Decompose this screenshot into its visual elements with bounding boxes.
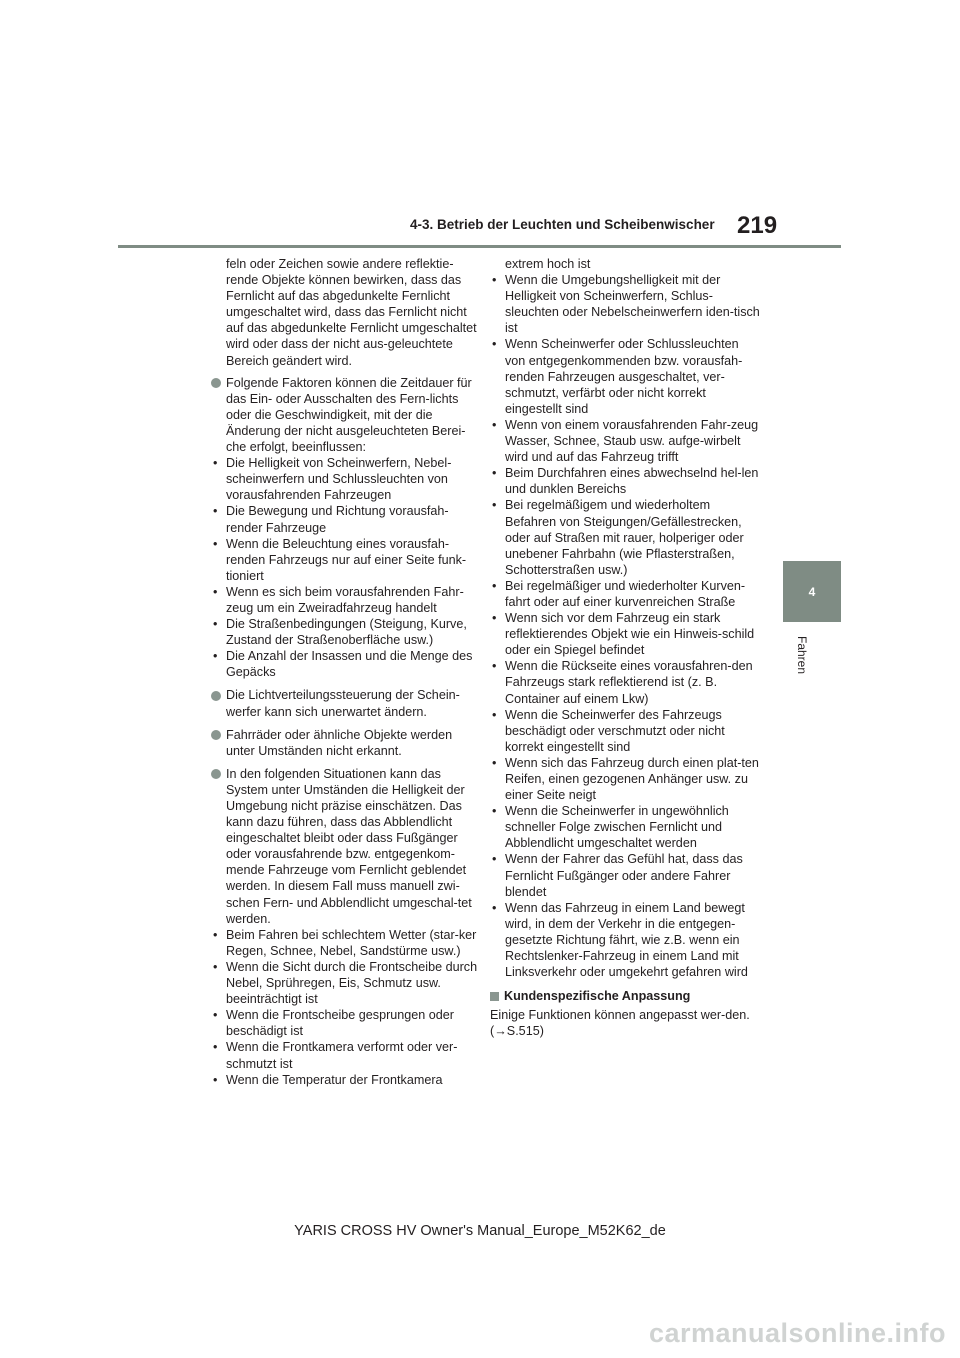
list-item: • Beim Fahren bei schlechtem Wetter (star-ker Regen, Schnee, Nebel, Sandstürme usw.) xyxy=(213,927,477,958)
list-item: • Die Helligkeit von Scheinwerfern, Nebel-scheinwerfern und Schlussleuchten von vorausfahrenden Fahrzeugen xyxy=(213,456,452,503)
list-item: • Die Straßenbedingungen (Steigung, Kurve, Zustand der Straßenoberfläche usw.) xyxy=(213,617,467,648)
list-item: • Bei regelmäßigem und wiederholtem Befahren von Steigungen/Gefällestrecken, oder auf Straßen mit rauer, holperiger oder unebener Fahrbahn (wie Pflasterstraßen, Schotterstraßen usw.) xyxy=(492,498,744,577)
list-item: • Beim Durchfahren eines abwechselnd hel-len und dunklen Bereichs xyxy=(492,466,759,497)
list-item: • Wenn Scheinwerfer oder Schlussleuchten von entgegenkommenden bzw. vorausfah-renden Fahrzeugen ausgeschaltet, ver-schmutzt, verfärbt oder nicht korrekt eingestellt sind xyxy=(492,337,743,416)
list-item: • Wenn die Frontkamera verformt oder ver-schmutzt ist xyxy=(213,1040,458,1071)
list-item: • Wenn das Fahrzeug in einem Land bewegt wird, in dem der Verkehr in die entgegen-gesetzte Richtung fährt, wie z.B. wenn ein Rechtslenker-Fahrzeug in einem Land mit Linksverkehr oder umgekehrt gefahren wird xyxy=(492,900,748,980)
bullet-paragraph xyxy=(211,375,481,455)
bullet-paragraph xyxy=(211,727,481,759)
chapter-tab[interactable] xyxy=(783,561,841,622)
list-item: • Bei regelmäßiger und wiederholter Kurven-fahrt oder auf einer kurvenreichen Straße xyxy=(492,578,746,609)
list-item: • Wenn die Umgebungshelligkeit mit der Helligkeit von Scheinwerfern, Schlus-sleuchten oder Nebelscheinwerfern iden-tisch ist xyxy=(492,273,760,336)
bullet-text: In den folgenden Situationen kann das System unter Umständen die Helligkeit der Umgebung nicht präzise einschätzen. Das kann dazu führen, dass das Abblendlicht eingeschaltet bleibt oder dass Fußgänger oder vorausfahrende bzw. entgegenkom-mende Fahrzeuge vom Fernlicht geblendet werden. In diesem Fall muss manuell zwi-schen Fern- und Abblendlicht umgeschal-tet werden. xyxy=(226,766,472,926)
list-item: • Wenn sich vor dem Fahrzeug ein stark reflektierendes Objekt wie ein Hinweis-schild oder ein Spiegel befindet xyxy=(492,611,755,658)
bullet-paragraph xyxy=(211,687,481,719)
list-item: • Wenn die Beleuchtung eines vorausfah-renden Fahrzeugs nur auf einer Seite funk-tioniert xyxy=(213,536,467,583)
list-item: • Die Anzahl der Insassen und die Menge des Gepäcks xyxy=(213,649,473,680)
bullet-block xyxy=(211,375,481,681)
list-item: • Wenn die Rückseite eines vorausfahren-den Fahrzeugs stark reflektierend ist (z. B. Container auf einem Lkw) xyxy=(492,659,753,706)
continued-paragraph: feln oder Zeichen sowie andere reflektie-rende Objekte können bewirken, dass das Fernlicht auf das abgedunkelte Fernlicht umgeschaltet wird, dass das Fernlicht nicht auf das abgedunkelte Fernlicht umgeschaltet wird oder dass der nicht aus-geleuchtete Bereich geändert wird. xyxy=(226,257,477,368)
sub-list xyxy=(211,455,481,680)
list-item: • Wenn die Scheinwerfer des Fahrzeugs beschädigt oder verschmutzt oder nicht korrekt eingestellt sind xyxy=(492,707,725,754)
list-item: • Wenn die Frontscheibe gesprungen oder beschädigt ist xyxy=(213,1008,455,1039)
section-heading xyxy=(490,988,760,1004)
left-column xyxy=(211,256,481,1095)
right-column xyxy=(490,256,760,1040)
bullet-block xyxy=(211,687,481,719)
bullet-text: Die Lichtverteilungssteuerung der Schein-werfer kann sich unerwartet ändern. xyxy=(226,688,460,719)
list-item: • Wenn die Temperatur der Frontkamera xyxy=(213,1072,443,1087)
section-text: Einige Funktionen können angepasst wer-den. (→S.515) xyxy=(490,1008,750,1039)
footer-manual-id: YARIS CROSS HV Owner's Manual_Europe_M52K62_de xyxy=(294,1223,666,1239)
bullet-dot-icon xyxy=(211,378,221,388)
watermark-logo: carmanualsonline.info xyxy=(648,1318,946,1348)
sub-list xyxy=(490,272,760,980)
list-item: • Die Bewegung und Richtung vorausfah-render Fahrzeuge xyxy=(213,504,449,535)
list-item: • Wenn die Sicht durch die Frontscheibe durch Nebel, Sprühregen, Eis, Schmutz usw. beeinträchtigt ist xyxy=(213,959,478,1007)
square-bullet-icon xyxy=(490,992,499,1001)
section-heading-text: Kundenspezifische Anpassung xyxy=(504,989,691,1004)
bullet-block xyxy=(211,727,481,759)
header-rule xyxy=(118,245,841,248)
bullet-block xyxy=(211,766,481,1088)
bullet-dot-icon xyxy=(211,769,221,779)
list-item: • Wenn der Fahrer das Gefühl hat, dass das Fernlicht Fußgänger oder andere Fahrer blendet xyxy=(492,852,743,899)
continued-item-text: extrem hoch ist xyxy=(505,257,591,271)
section-title: 4-3. Betrieb der Leuchten und Scheibenwischer xyxy=(410,217,715,232)
bullet-dot-icon xyxy=(211,691,221,701)
list-item: • Wenn es sich beim vorausfahrenden Fahr-zeug um ein Zweiradfahrzeug handelt xyxy=(213,584,464,615)
list-item: • Wenn die Scheinwerfer in ungewöhnlich schneller Folge zwischen Fernlicht und Abblendlicht umgeschaltet werden xyxy=(492,804,729,851)
sub-list xyxy=(211,927,481,1088)
bullet-dot-icon xyxy=(211,730,221,740)
bullet-paragraph xyxy=(211,766,481,927)
list-item: • Wenn von einem vorausfahrenden Fahr-zeug Wasser, Schnee, Staub usw. aufge-wirbelt wird und auf das Fahrzeug trifft xyxy=(492,417,759,465)
bullet-text: Folgende Faktoren können die Zeitdauer für das Ein- oder Ausschalten des Fern-lichts oder die Geschwindigkeit, mit der die Änderung der nicht ausgeleuchteten Berei-che erfolgt, beeinflussen: xyxy=(226,375,472,455)
list-item: • Wenn sich das Fahrzeug durch einen plat-ten Reifen, einen gezogenen Anhänger usw. zu einer Seite neigt xyxy=(492,755,759,803)
chapter-number: 4 xyxy=(808,584,816,599)
page-number: 219 xyxy=(737,212,778,239)
bullet-text: Fahrräder oder ähnliche Objekte werden unter Umständen nicht erkannt. xyxy=(226,727,453,758)
chapter-label: Fahren xyxy=(795,636,809,675)
